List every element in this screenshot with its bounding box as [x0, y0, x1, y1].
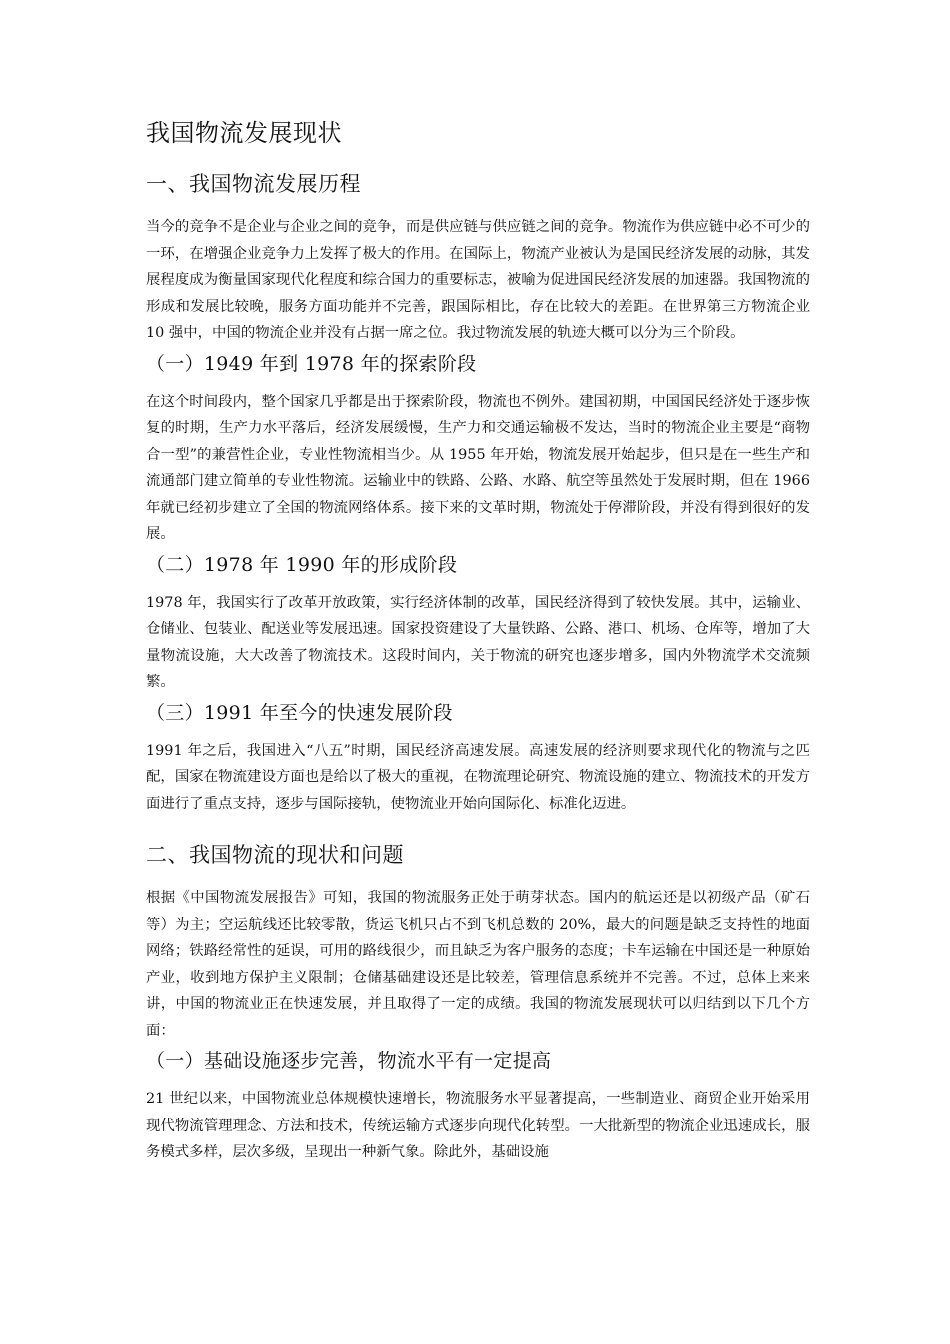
subsection-heading-1-3: （三）1991 年至今的快速发展阶段 [146, 701, 453, 724]
subsection-1-3-paragraph: 1991 年之后，我国进入“八五”时期，国民经济高速发展。高速发展的经济则要求现代化的物流与之匹配，国家在物流建设方面也是给以了极大的重视，在物流理论研究、物流设施的建立、物流技术的开发方面进行了重点支持，逐步与国际接轨，使物流业开始向国际化、标准化迈进。 [146, 742, 810, 812]
subsection-heading-1-1: （一）1949 年到 1978 年的探索阶段 [146, 352, 477, 375]
document-title: 我国物流发展现状 [146, 119, 342, 147]
section-heading-2: 二、我国物流的现状和问题 [146, 843, 404, 867]
subsection-1-1-paragraph: 在这个时间段内，整个国家几乎都是出于探索阶段，物流也不例外。建国初期，中国国民经济处于逐步恢复的时期，生产力水平落后，经济发展缓慢，生产力和交通运输极不发达，当时的物流企业主要是“商物合一型”的兼营性企业，专业性物流相当少。从 1955 年开始，物流发展开始起步，但只是在一些生产和流通部门建立简单的专业性物流。运输业中的铁路、公路、水路、航空等虽然处于发展时期，但在 1966 年就已经初步建立了全国的物流网络体系。接下来的文革时期，物流处于停滞阶段，并没有得到很好的发展。 [146, 393, 810, 542]
section-spacer [146, 819, 810, 839]
subsection-2-1-paragraph: 21 世纪以来，中国物流业总体规模快速增长，物流服务水平显著提高，一些制造业、商贸企业开始采用现代物流管理理念、方法和技术，传统运输方式逐步向现代化转型。一大批新型的物流企业迅速成长，服务模式多样，层次多级，呈现出一种新气象。除此外，基础设施 [146, 1091, 810, 1160]
section-1-intro-paragraph: 当今的竞争不是企业与企业之间的竞争，而是供应链与供应链之间的竞争。物流作为供应链中必不可少的一环，在增强企业竞争力上发挥了极大的作用。在国际上，物流产业被认为是国民经济发展的动脉，其发展程度成为衡量国家现代化程度和综合国力的重要标志，被喻为促进国民经济发展的加速器。我国物流的形成和发展比较晚，服务方面功能并不完善，跟国际相比，存在比较大的差距。在世界第三方物流企业 10 强中，中国的物流企业并没有占据一席之位。我过物流发展的轨迹大概可以分为三个阶段。 [146, 219, 810, 341]
subsection-1-2-paragraph: 1978 年，我国实行了改革开放政策，实行经济体制的改革，国民经济得到了较快发展。其中，运输业、仓储业、包装业、配送业等发展迅速。国家投资建设了大量铁路、公路、港口、机场、仓库等，增加了大量物流设施，大大改善了物流技术。这段时间内，关于物流的研究也逐步增多，国内外物流学术交流频繁。 [146, 594, 810, 690]
subsection-heading-2-1: （一）基础设施逐步完善，物流水平有一定提高 [146, 1050, 552, 1072]
document-page [146, 110, 810, 1168]
section-2-intro-paragraph: 根据《中国物流发展报告》可知，我国的物流服务正处于萌芽状态。国内的航运还是以初级产品（矿石等）为主；空运航线还比较零散，货运飞机只占不到飞机总数的 20%，最大的问题是缺乏支持性的地面网络；铁路经常性的延误，可用的路线很少，而且缺乏为客户服务的态度；卡车运输在中国还是一种原始产业，收到地方保护主义限制；仓储基础建设还是比较差，管理信息系统并不完善。不过，总体上来来讲，中国的物流业正在快速发展，并且取得了一定的成绩。我国的物流发展现状可以归结到以下几个方面： [146, 890, 810, 1039]
subsection-heading-1-2: （二）1978 年 1990 年的形成阶段 [146, 553, 458, 576]
section-heading-1: 一、我国物流发展历程 [146, 172, 361, 196]
